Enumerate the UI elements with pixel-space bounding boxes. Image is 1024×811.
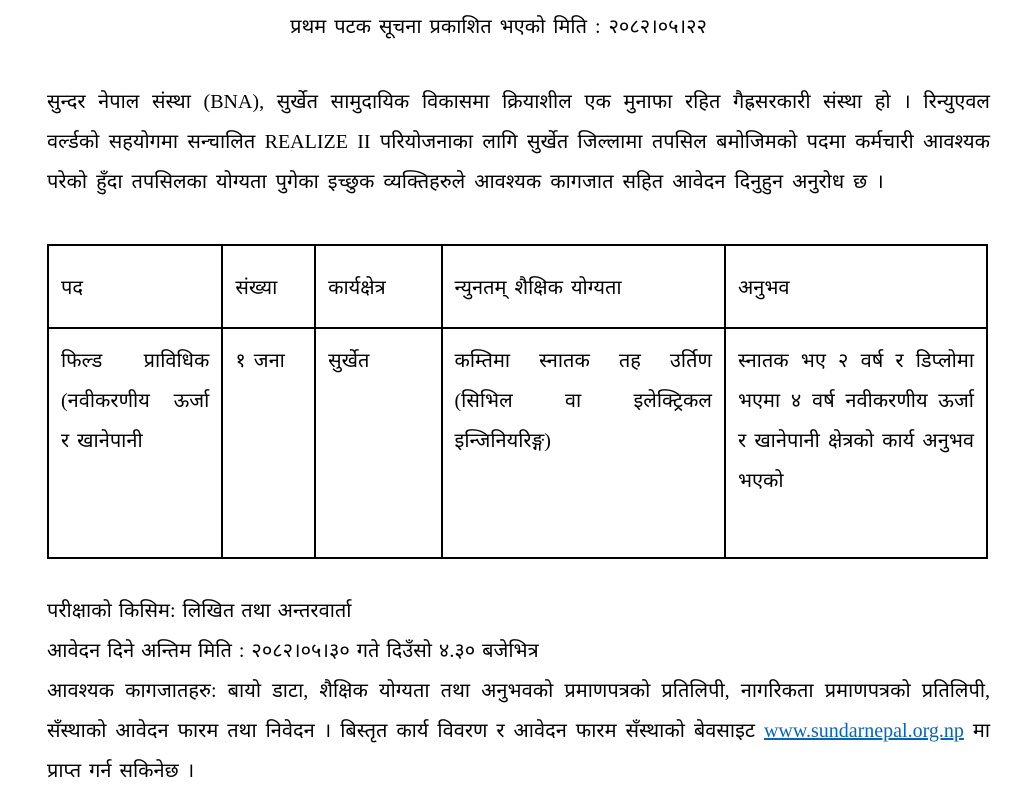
column-header-position: पद [48, 245, 222, 328]
cell-work-area: सुर्खेत [315, 328, 441, 558]
cell-position: फिल्ड प्राविधिक (नवीकरणीय ऊर्जा र खानेपानी [48, 328, 222, 558]
intro-paragraph: सुन्दर नेपाल संस्था (BNA), सुर्खेत सामुदायिक विकासमा क्रियाशील एक मुनाफा रहित गैह्रसरकारी संस्था हो । रिन्युएवल वर्ल्डको सहयोगमा सन्चालित REALIZE II परियोजनाका लागि सुर्खेत जिल्लामा तपसिल बमोजिमको पदमा कर्मचारी आवश्यक परेको हुँदा तपसिलका योग्यता पुगेका इच्छुक व्यक्तिहरुले आवश्यक कागजात सहित आवेदन दिनुहुन अनुरोध छ । [47, 91, 990, 193]
exam-type-line: परीक्षाको किसिम: लिखित तथा अन्तरवार्ता [47, 600, 352, 622]
required-documents-paragraph [47, 671, 990, 791]
cell-experience: स्नातक भए २ वर्ष र डिप्लोमा भएमा ४ वर्ष नवीकरणीय ऊर्जा र खानेपानी क्षेत्रको कार्य अनुभव भएको [725, 328, 987, 558]
deadline-line: आवेदन दिने अन्तिम मिति : २०८२।०५।३० गते दिउँसो ४.३० बजेभित्र [47, 640, 539, 662]
cell-education: कम्तिमा स्नातक तह उर्तिण (सिभिल वा इलेक्ट्रिकल इन्जिनियरिङ्ग) [442, 328, 725, 558]
table-header-row [48, 245, 987, 328]
documents-text-before-link: आवश्यक कागजातहरु: बायो डाटा, शैक्षिक योग्यता तथा अनुभवको प्रमाणपत्रको प्रतिलिपी, नागरिकता प्रमाणपत्रको प्रतिलिपी, सँस्थाको आवेदन फारम तथा निवेदन । बिस्तृत कार्य विवरण र आवेदन फारम सँस्थाको बेवसाइट [47, 680, 990, 742]
website-link[interactable]: www.sundarnepal.org.np [763, 720, 964, 742]
documents-text-after-link: मा प्राप्त गर्न सकिनेछ । [47, 720, 990, 782]
publication-date-line: प्रथम पटक सूचना प्रकाशित भएको मिति : २०८२।०५।२२ [290, 16, 707, 38]
column-header-experience: अनुभव [725, 245, 987, 328]
column-header-number: संख्या [222, 245, 315, 328]
vacancy-table [47, 244, 988, 559]
column-header-education: न्युनतम् शैक्षिक योग्यता [442, 245, 725, 328]
column-header-work-area: कार्यक्षेत्र [315, 245, 441, 328]
table-row [48, 328, 987, 558]
cell-number: १ जना [222, 328, 315, 558]
